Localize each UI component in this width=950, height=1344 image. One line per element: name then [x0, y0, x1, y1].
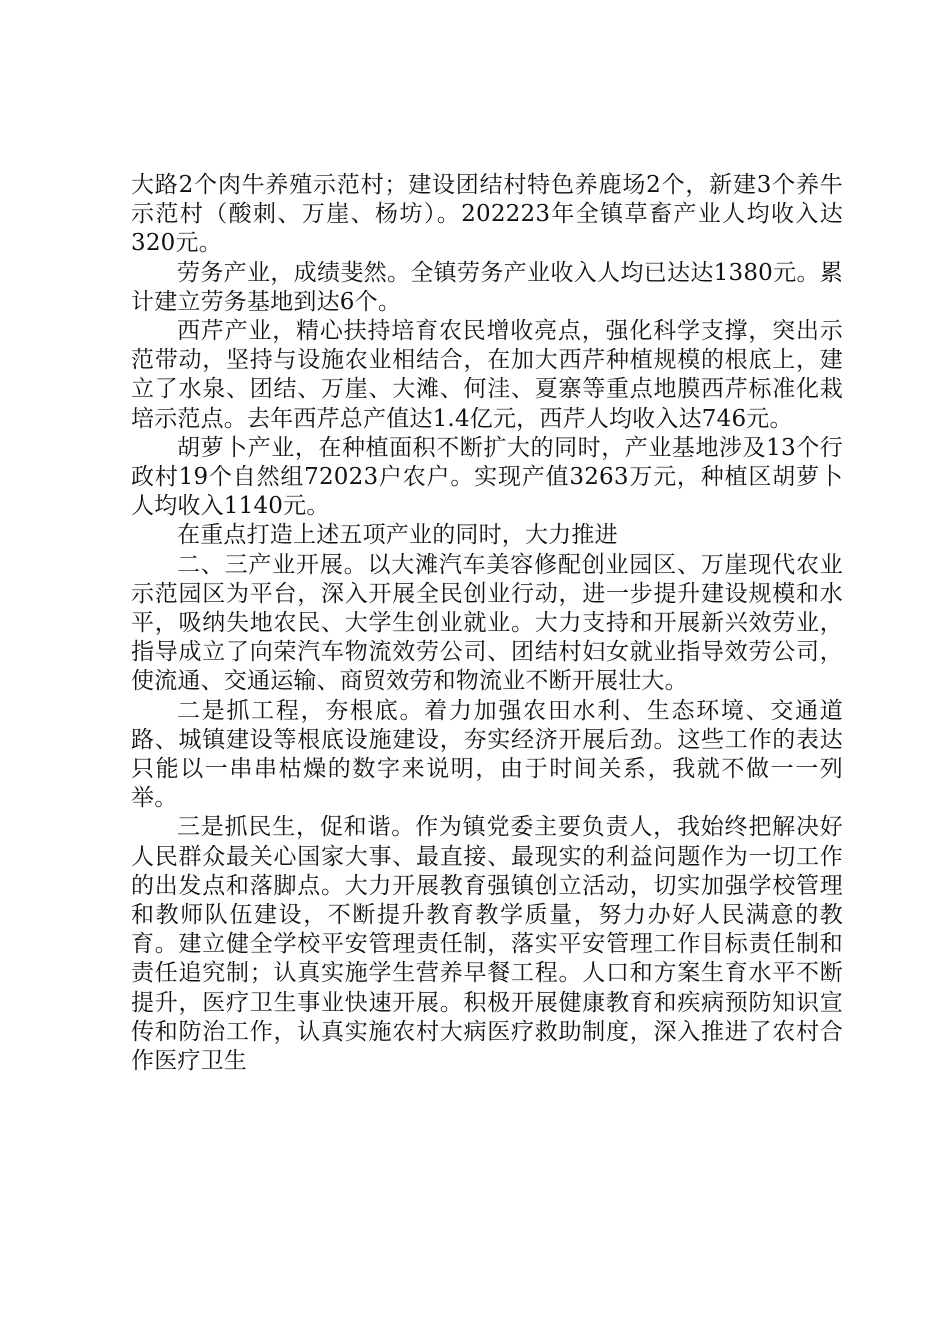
paragraph-labor-industry: 劳务产业，成绩斐然。全镇劳务产业收入人均已达达1380元。累计建立劳务基地到达6个。 — [131, 259, 843, 315]
paragraph-secondary-tertiary: 二、三产业开展。以大滩汽车美容修配创业园区、万崖现代农业示范园区为平台，深入开展全民创业行动，进一步提升建设规模和水平，吸纳失地农民、大学生创业就业。大力支持和开展新兴效劳业，指导成立了向荣汽车物流效劳公司、团结村妇女就业指导效劳公司，使流通、交通运输、商贸效劳和物流业不断开展壮大。 — [131, 551, 843, 695]
paragraph-celery-industry: 西芹产业，精心扶持培育农民增收亮点，强化科学支撑，突出示范带动，坚持与设施农业相结合，在加大西芹种植规模的根底上，建立了水泉、团结、万崖、大滩、何洼、夏寨等重点地膜西芹标准化栽培示范点。去年西芹总产值达1.4亿元，西芹人均收入达746元。 — [131, 318, 843, 432]
paragraph-carrot-industry: 胡萝卜产业，在种植面积不断扩大的同时，产业基地涉及13个行政村19个自然组72023户农户。实现产值3263万元，种植区胡萝卜人均收入1140元。 — [131, 434, 843, 520]
document-body — [131, 171, 843, 1076]
paragraph-five-industries: 在重点打造上述五项产业的同时，大力推进 — [177, 522, 618, 549]
paragraph-livelihood: 三是抓民生，促和谐。作为镇党委主要负责人，我始终把解决好人民群众最关心国家大事、最直接、最现实的利益问题作为一切工作的出发点和落脚点。大力开展教育强镇创立活动，切实加强学校管理和教师队伍建设，不断提升教育教学质量，努力办好人民满意的教育。建立健全学校平安管理责任制，落实平安管理工作目标责任制和责任追究制；认真实施学生营养早餐工程。人口和方案生育水平不断提升，医疗卫生事业快速开展。积极开展健康教育和疾病预防知识宣传和防治工作，认真实施农村大病医疗救助制度，深入推进了农村合作医疗卫生 — [131, 814, 843, 1075]
paragraph-infrastructure: 二是抓工程，夯根底。着力加强农田水利、生态环境、交通道路、城镇建设等根底设施建设，夯实经济开展后劲。这些工作的表达只能以一串串枯燥的数字来说明，由于时间关系，我就不做一一列举。 — [131, 697, 843, 812]
paragraph-livestock-continued: 大路2个肉牛养殖示范村；建设团结村特色养鹿场2个，新建3个养牛示范村（酸刺、万崖、杨坊）。202223年全镇草畜产业人均收入达320元。 — [131, 172, 843, 257]
